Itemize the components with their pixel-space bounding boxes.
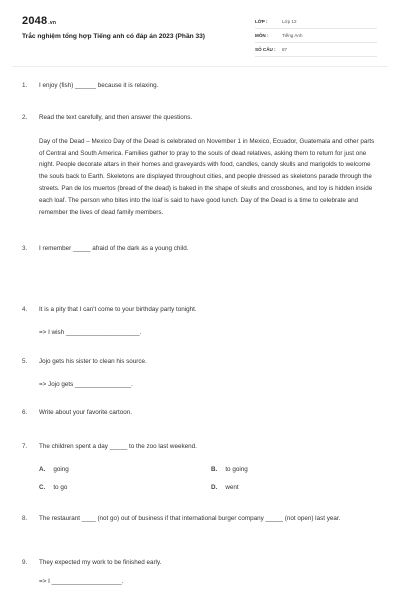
question-number: 7. [22,443,28,450]
answer-line: => Jojo gets ________________. [39,380,133,388]
meta-subject [255,29,377,43]
question-7 [22,441,377,493]
question-6 [22,407,377,419]
question-text: It is a pity that I can't come to your birthday party tonight. [39,306,197,313]
question-9 [22,557,377,588]
option-c[interactable]: C. to go [39,483,68,491]
question-3 [22,243,377,255]
question-8 [22,513,377,525]
document-title: Trắc nghiệm tổng hợp Tiếng anh có đáp án 2023 (Phần 33) [22,33,205,40]
meta-subject-value: Tiếng Anh [282,33,303,38]
option-d[interactable]: D. went [211,483,239,491]
question-number: 4. [22,306,28,313]
document-meta [255,15,377,57]
answer-line: => I ____________________. [39,577,124,585]
question-text: They expected my work to be finished early. [39,559,162,566]
meta-subject-label: MÔN : [255,33,269,38]
question-text: I enjoy (fish) ______ because it is relaxing. [39,82,159,89]
reading-passage: Day of the Dead – Mexico Day of the Dead is celebrated on November 1 in Mexico, Ecuador, Guatemala and other parts of Central and South America. Families gather to pray to the souls of dead relatives, asking them to return for just one night. People decorate altars in their homes and graveyards with food, candles, candy skulls and marigolds to welcome the souls back to Earth. Skeletons are displayed throughout cities, and people dressed as skeletons parade through the streets. Pan de los muertos (bread of the dead) is baked in the shape of skulls and crossbones, and toy is hidden inside each loaf. The person who bites into the loaf is said to have good lunch. Day of the Dead is a time to celebrate and remember the lives of dead family members. [39,137,375,216]
site-logo[interactable]: 2048.vn [22,15,57,27]
question-number: 3. [22,245,28,252]
question-text: I remember _____ afraid of the dark as a young child. [39,245,189,252]
question-number: 5. [22,358,28,365]
question-text: The children spent a day _____ to the zoo last weekend. [39,443,197,450]
meta-count [255,43,377,57]
question-2 [22,112,377,218]
question-text: Write about your favorite cartoon. [39,409,132,416]
answer-line: => I wish _____________________. [39,328,142,336]
answer-options [39,464,377,494]
question-5 [22,356,377,391]
meta-class [255,15,377,29]
question-number: 9. [22,559,28,566]
question-number: 8. [22,515,28,522]
question-number: 6. [22,409,28,416]
question-number: 1. [22,82,28,89]
question-text: Read the text carefully, and then answer the questions. [39,114,193,121]
meta-count-label: SỐ CÂU : [255,47,276,52]
header-divider [12,66,388,67]
question-number: 2. [22,114,28,121]
meta-class-value: Lớp 12 [282,19,297,24]
question-1 [22,80,377,92]
question-4 [22,304,377,339]
meta-class-label: LỚP : [255,19,268,24]
meta-count-value: 87 [282,47,288,52]
question-text: Jojo gets his sister to clean his source. [39,358,147,365]
option-b[interactable]: B. to going [211,465,248,473]
question-text: The restaurant ____ (not go) out of business if that international burger company _____ (not open) last year. [39,515,341,522]
option-a[interactable]: A. going [39,465,69,473]
